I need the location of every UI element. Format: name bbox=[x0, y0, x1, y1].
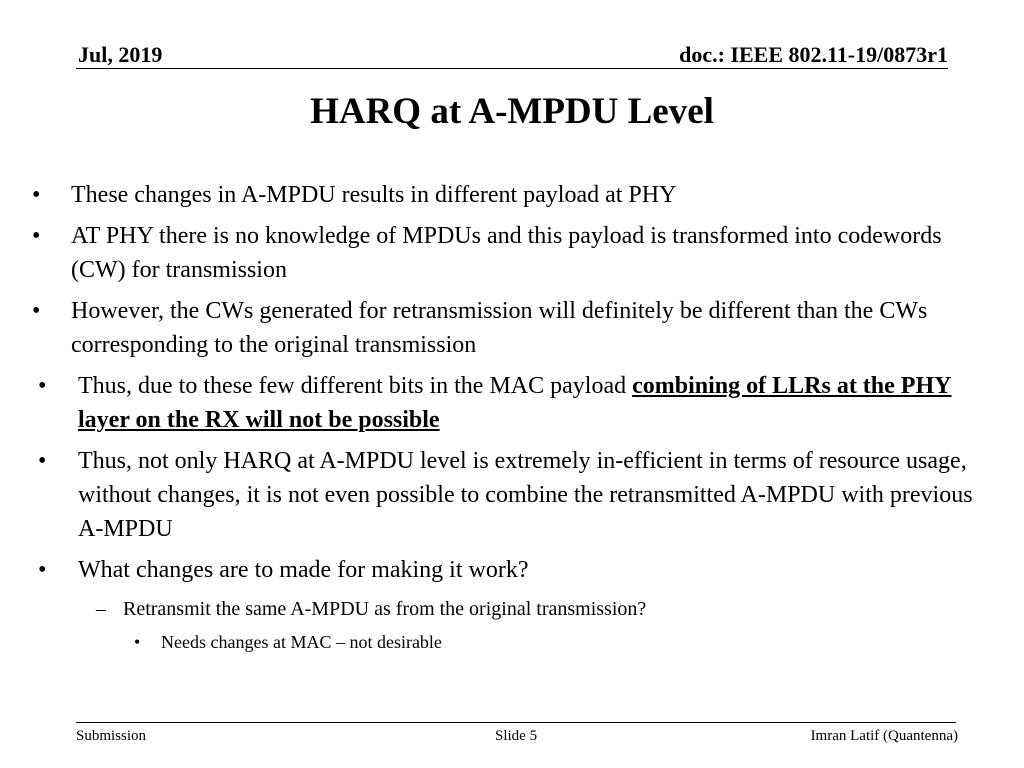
bullet-text: These changes in A-MPDU results in different payload at PHY bbox=[71, 182, 677, 208]
footer-author: Imran Latif (Quantenna) bbox=[810, 728, 958, 744]
bullet-item bbox=[28, 444, 998, 546]
sub-sub-bullet-item bbox=[28, 628, 998, 656]
sub-bullet-item bbox=[28, 594, 998, 624]
footer-slide-number: Slide 5 bbox=[495, 728, 538, 744]
bullet-item bbox=[28, 369, 998, 437]
dash-marker: – bbox=[96, 598, 106, 620]
bullet-marker: • bbox=[32, 298, 41, 324]
bullet-item bbox=[28, 219, 998, 287]
slide-body bbox=[28, 178, 998, 656]
bullet-item bbox=[28, 294, 998, 362]
footer-rule bbox=[76, 722, 956, 723]
bullet-text: However, the CWs generated for retransmission will definitely be different than the CWs corresponding to the original transmission bbox=[71, 298, 928, 358]
sub-sub-bullet-text: Needs changes at MAC – not desirable bbox=[161, 632, 442, 652]
bullet-marker: • bbox=[38, 448, 47, 474]
bullet-text: Thus, due to these few different bits in the MAC payload bbox=[78, 373, 633, 399]
bullet-marker: • bbox=[32, 223, 41, 249]
bullet-marker: • bbox=[134, 632, 141, 652]
header-rule bbox=[76, 68, 948, 69]
bullet-item bbox=[28, 178, 998, 212]
bullet-item bbox=[28, 553, 998, 587]
sub-bullet-text: Retransmit the same A-MPDU as from the original transmission? bbox=[123, 598, 647, 620]
bullet-marker: • bbox=[38, 373, 47, 399]
bullet-marker: • bbox=[38, 557, 47, 583]
bullet-marker: • bbox=[32, 182, 41, 208]
slide-title: HARQ at A-MPDU Level bbox=[310, 91, 714, 132]
header-date: Jul, 2019 bbox=[78, 42, 163, 67]
bullet-text: What changes are to made for making it work? bbox=[78, 557, 529, 583]
bullet-text: Thus, not only HARQ at A-MPDU level is extremely in-efficient in terms of resource usage, without changes, it is not even possible to combine the retransmitted A-MPDU with previous A-MPDU bbox=[78, 448, 973, 542]
bullet-emphasis: combining of LLRs at the PHY layer on the RX will not be possible bbox=[78, 373, 952, 433]
footer-submission: Submission bbox=[76, 728, 147, 744]
header-doc-id: doc.: IEEE 802.11-19/0873r1 bbox=[679, 42, 948, 67]
bullet-text: AT PHY there is no knowledge of MPDUs and this payload is transformed into codewords (CW) for transmission bbox=[71, 223, 942, 283]
